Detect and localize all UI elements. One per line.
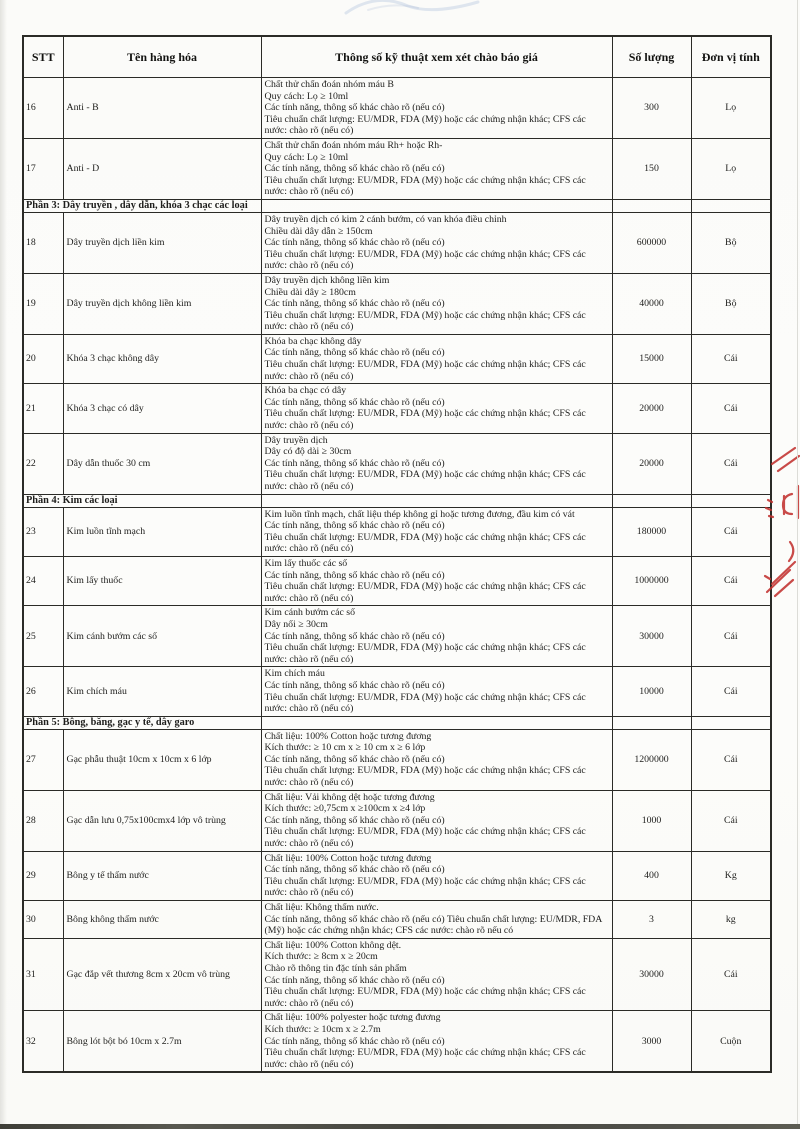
- spec-cell: [261, 78, 612, 139]
- spec-cell: [261, 938, 612, 1011]
- item-row: [23, 1011, 771, 1072]
- item-name-cell: Kim luồn tĩnh mạch: [63, 507, 261, 556]
- stt-cell: 20: [23, 334, 63, 383]
- item-row: [23, 433, 771, 494]
- spec-line: Tiêu chuẩn chất lượng: EU/MDR, FDA (Mỹ) hoặc các chứng nhận khác; CFS các nước: chào rõ (nếu có): [264, 642, 586, 665]
- item-row: [23, 606, 771, 667]
- section-empty-cell: [612, 716, 691, 729]
- spec-line: Tiêu chuẩn chất lượng: EU/MDR, FDA (Mỹ) hoặc các chứng nhận khác; CFS các nước: chào rõ (nếu có): [264, 691, 586, 715]
- spec-cell: [261, 1011, 612, 1072]
- table-header-row: [23, 36, 771, 78]
- unit-cell: Cái: [691, 790, 771, 851]
- item-name-cell: Bông không thấm nước: [63, 901, 261, 939]
- stt-cell: 21: [23, 384, 63, 433]
- item-name-cell: Bông lót bột bó 10cm x 2.7m: [63, 1011, 261, 1072]
- item-name-cell: Kim chích máu: [63, 667, 261, 716]
- spec-line: Chất liệu: 100% Cotton hoặc tương đương: [264, 852, 432, 864]
- spec-line: Tiêu chuẩn chất lượng: EU/MDR, FDA (Mỹ) hoặc các chứng nhận khác; CFS các nước: chào rõ (nếu có): [264, 174, 586, 198]
- item-name-cell: Kim cánh bướm các số: [63, 606, 261, 667]
- quantity-cell: 150: [612, 138, 691, 199]
- spec-line: Chất liệu: 100% Cotton không dệt.: [264, 939, 402, 951]
- item-name-cell: Gạc dẫn lưu 0,75x100cmx4 lớp vô trùng: [63, 790, 261, 851]
- item-row: [23, 851, 771, 900]
- stt-cell: 28: [23, 790, 63, 851]
- item-name-cell: Kim lấy thuốc: [63, 556, 261, 605]
- spec-line: Tiêu chuẩn chất lượng: EU/MDR, FDA (Mỹ) hoặc các chứng nhận khác; CFS các nước: chào rõ (nếu có): [264, 309, 586, 333]
- section-empty-cell: [691, 199, 771, 212]
- stt-cell: 22: [23, 433, 63, 494]
- spec-line: Tiêu chuẩn chất lượng: EU/MDR, FDA (Mỹ) hoặc các chứng nhận khác; CFS các nước: chào rõ (nếu có): [264, 408, 586, 432]
- section-label: Phần 4: Kim các loại: [23, 494, 261, 507]
- unit-cell: Cái: [691, 729, 771, 790]
- spec-line: Chất liệu: 100% polyester hoặc tương đương: [264, 1012, 441, 1024]
- spec-line: Các tính năng, thông số khác chào rõ (nếu có) Tiêu chuẩn chất lượng: EU/MDR, FDA (Mỹ) hoặc các chứng nhận khác; CFS các nước: chào rõ nếu có: [264, 913, 602, 937]
- unit-cell: Cái: [691, 606, 771, 667]
- spec-line: Dây truyền dịch có kim 2 cánh bướm, có van khóa điều chỉnh: [264, 213, 507, 225]
- section-empty-cell: [261, 716, 612, 729]
- quantity-cell: 30000: [612, 938, 691, 1011]
- item-row: [23, 938, 771, 1011]
- spec-line: Chất thử chẩn đoán nhóm máu B: [264, 79, 394, 90]
- spec-line: Dây truyền dịch không liền kim: [264, 274, 390, 286]
- section-row: [23, 494, 771, 507]
- spec-line: Chiều dài dây dẫn ≥ 150cm: [264, 225, 373, 237]
- spec-line: Dây truyền dịch: [264, 434, 328, 446]
- section-empty-cell: [261, 199, 612, 212]
- unit-cell: Bộ: [691, 273, 771, 334]
- spec-line: Kích thước: ≥ 8cm x ≥ 20cm: [264, 951, 378, 963]
- item-row: [23, 138, 771, 199]
- spec-line: Các tính năng, thông số khác chào rõ (nếu có): [264, 520, 445, 532]
- stt-cell: 18: [23, 212, 63, 273]
- spec-line: Tiêu chuẩn chất lượng: EU/MDR, FDA (Mỹ) hoặc các chứng nhận khác; CFS các nước: chào rõ (nếu có): [264, 113, 586, 137]
- col-header-stt: STT: [23, 36, 63, 78]
- quantity-cell: 15000: [612, 334, 691, 383]
- spec-line: Các tính năng, thông số khác chào rõ (nếu có): [264, 457, 445, 469]
- quantity-cell: 300: [612, 78, 691, 139]
- stt-cell: 30: [23, 901, 63, 939]
- item-name-cell: Dây truyền dịch không liền kim: [63, 273, 261, 334]
- spec-line: Các tính năng, thông số khác chào rõ (nếu có): [264, 753, 445, 765]
- spec-line: Chất thử chẩn đoán nhóm máu Rh+ hoặc Rh-: [264, 139, 443, 151]
- unit-cell: Cái: [691, 334, 771, 383]
- quantity-cell: 10000: [612, 667, 691, 716]
- quantity-cell: 30000: [612, 606, 691, 667]
- item-row: [23, 384, 771, 433]
- spec-line: Các tính năng, thông số khác chào rõ (nếu có): [264, 102, 445, 114]
- spec-line: Quy cách: Lọ ≥ 10ml: [264, 151, 349, 163]
- section-label: Phần 5: Bông, băng, gạc y tế, dây garo: [23, 716, 261, 729]
- spec-line: Khóa ba chạc có dây: [264, 385, 347, 397]
- item-row: [23, 273, 771, 334]
- spec-line: Các tính năng, thông số khác chào rõ (nếu có): [264, 974, 445, 986]
- quantity-cell: 20000: [612, 433, 691, 494]
- spec-cell: [261, 212, 612, 273]
- blue-pen-mark: [338, 0, 488, 18]
- spec-line: Kim lấy thuốc các số: [264, 557, 348, 569]
- spec-line: Tiêu chuẩn chất lượng: EU/MDR, FDA (Mỹ) hoặc các chứng nhận khác; CFS các nước: chào rõ (nếu có): [264, 359, 586, 382]
- item-name-cell: Bông y tế thấm nước: [63, 851, 261, 900]
- stt-cell: 23: [23, 507, 63, 556]
- section-label: Phần 3: Dây truyền , dây dẫn, khóa 3 chạc các loại: [23, 199, 261, 212]
- stt-cell: 16: [23, 78, 63, 139]
- quantity-cell: 20000: [612, 384, 691, 433]
- spec-line: Các tính năng, thông số khác chào rõ (nếu có): [264, 347, 445, 359]
- quantity-cell: 1000: [612, 790, 691, 851]
- section-empty-cell: [691, 716, 771, 729]
- unit-cell: Lọ: [691, 78, 771, 139]
- item-name-cell: Anti - B: [63, 78, 261, 139]
- spec-cell: [261, 901, 612, 939]
- section-empty-cell: [261, 494, 612, 507]
- spec-cell: [261, 851, 612, 900]
- section-empty-cell: [691, 494, 771, 507]
- spec-cell: [261, 606, 612, 667]
- spec-cell: [261, 334, 612, 383]
- spec-line: Tiêu chuẩn chất lượng: EU/MDR, FDA (Mỹ) hoặc các chứng nhận khác; CFS các nước: chào rõ (nếu có): [264, 875, 586, 899]
- unit-cell: Kg: [691, 851, 771, 900]
- spec-line: Tiêu chuẩn chất lượng: EU/MDR, FDA (Mỹ) hoặc các chứng nhận khác; CFS các nước: chào rõ (nếu có): [264, 1047, 586, 1070]
- spec-line: Quy cách: Lọ ≥ 10ml: [264, 90, 349, 102]
- item-row: [23, 729, 771, 790]
- spec-line: Kích thước: ≥0,75cm x ≥100cm x ≥4 lớp: [264, 803, 426, 815]
- unit-cell: Lọ: [691, 138, 771, 199]
- stt-cell: 32: [23, 1011, 63, 1072]
- spec-line: Các tính năng, thông số khác chào rõ (nếu có): [264, 1035, 445, 1047]
- unit-cell: Cái: [691, 667, 771, 716]
- spec-line: Tiêu chuẩn chất lượng: EU/MDR, FDA (Mỹ) hoặc các chứng nhận khác; CFS các nước: chào rõ (nếu có): [264, 826, 586, 850]
- item-row: [23, 334, 771, 383]
- spec-line: Khóa ba chạc không dây: [264, 335, 362, 347]
- item-row: [23, 556, 771, 605]
- spec-line: Chất liệu: Vải không dệt hoặc tương đương: [264, 791, 435, 803]
- quantity-cell: 180000: [612, 507, 691, 556]
- unit-cell: kg: [691, 901, 771, 939]
- scan-bottom-edge: [0, 1124, 800, 1129]
- unit-cell: Cái: [691, 507, 771, 556]
- stt-cell: 17: [23, 138, 63, 199]
- section-empty-cell: [612, 494, 691, 507]
- unit-cell: Cái: [691, 556, 771, 605]
- stt-cell: 19: [23, 273, 63, 334]
- unit-cell: Cái: [691, 384, 771, 433]
- col-header-thong-so-ky-thuat: Thông số kỹ thuật xem xét chào báo giá: [261, 36, 612, 78]
- unit-cell: Bộ: [691, 212, 771, 273]
- quantity-cell: 400: [612, 851, 691, 900]
- spec-line: Các tính năng, thông số khác chào rõ (nếu có): [264, 569, 445, 581]
- item-row: [23, 901, 771, 939]
- spec-line: Các tính năng, thông số khác chào rõ (nếu có): [264, 396, 445, 408]
- red-handwriting-annotation: [762, 438, 800, 610]
- spec-line: Dây có độ dài ≥ 30cm: [264, 446, 352, 458]
- spec-line: Các tính năng, thông số khác chào rõ (nếu có): [264, 163, 445, 175]
- spec-line: Tiêu chuẩn chất lượng: EU/MDR, FDA (Mỹ) hoặc các chứng nhận khác; CFS các nước: chào rõ (nếu có): [264, 581, 586, 604]
- stt-cell: 31: [23, 938, 63, 1011]
- item-row: [23, 212, 771, 273]
- stt-cell: 26: [23, 667, 63, 716]
- col-header-so-luong: Số lượng: [612, 36, 691, 78]
- spec-line: Các tính năng, thông số khác chào rõ (nếu có): [264, 298, 445, 310]
- section-empty-cell: [612, 199, 691, 212]
- spec-line: Dây nối ≥ 30cm: [264, 618, 328, 630]
- item-row: [23, 667, 771, 716]
- item-name-cell: Gạc đắp vết thương 8cm x 20cm vô trùng: [63, 938, 261, 1011]
- spec-line: Tiêu chuẩn chất lượng: EU/MDR, FDA (Mỹ) hoặc các chứng nhận khác; CFS các nước: chào rõ (nếu có): [264, 248, 586, 272]
- spec-line: Kim chích máu: [264, 668, 325, 680]
- spec-cell: [261, 729, 612, 790]
- stt-cell: 24: [23, 556, 63, 605]
- unit-cell: Cuộn: [691, 1011, 771, 1072]
- item-row: [23, 78, 771, 139]
- spec-line: Tiêu chuẩn chất lượng: EU/MDR, FDA (Mỹ) hoặc các chứng nhận khác; CFS các nước: chào rõ (nếu có): [264, 469, 586, 492]
- item-name-cell: Khóa 3 chạc có dây: [63, 384, 261, 433]
- unit-cell: Cái: [691, 433, 771, 494]
- spec-cell: [261, 433, 612, 494]
- spec-line: Tiêu chuẩn chất lượng: EU/MDR, FDA (Mỹ) hoặc các chứng nhận khác; CFS các nước: chào rõ (nếu có): [264, 531, 586, 555]
- item-row: [23, 790, 771, 851]
- stt-cell: 25: [23, 606, 63, 667]
- quantity-cell: 3000: [612, 1011, 691, 1072]
- spec-line: Kim cánh bướm các số: [264, 607, 355, 619]
- quantity-cell: 1000000: [612, 556, 691, 605]
- item-name-cell: Dây truyền dịch liền kim: [63, 212, 261, 273]
- scan-right-edge-line: [797, 0, 798, 1129]
- item-row: [23, 507, 771, 556]
- col-header-ten-hang-hoa: Tên hàng hóa: [63, 36, 261, 78]
- spec-line: Kích thước: ≥ 10cm x ≥ 2.7m: [264, 1023, 381, 1035]
- stt-cell: 27: [23, 729, 63, 790]
- spec-line: Các tính năng, thông số khác chào rõ (nếu có): [264, 814, 445, 826]
- price-quote-items-table: [22, 35, 772, 1073]
- spec-cell: [261, 138, 612, 199]
- spec-line: Tiêu chuẩn chất lượng: EU/MDR, FDA (Mỹ) hoặc các chứng nhận khác; CFS các nước: chào rõ (nếu có): [264, 765, 586, 789]
- spec-line: Chào rõ thông tin đặc tính sản phẩm: [264, 962, 407, 974]
- stt-cell: 29: [23, 851, 63, 900]
- spec-line: Kim luồn tĩnh mạch, chất liệu thép không gỉ hoặc tương đương, đầu kim có vát: [264, 508, 575, 520]
- spec-line: Các tính năng, thông số khác chào rõ (nếu có): [264, 864, 445, 876]
- item-name-cell: Khóa 3 chạc không dây: [63, 334, 261, 383]
- spec-line: Kích thước: ≥ 10 cm x ≥ 10 cm x ≥ 6 lớp: [264, 742, 426, 754]
- scan-left-edge-shadow: [0, 0, 7, 1129]
- spec-cell: [261, 273, 612, 334]
- item-name-cell: Dây dẫn thuốc 30 cm: [63, 433, 261, 494]
- spec-line: Chiều dài dây ≥ 180cm: [264, 286, 356, 298]
- unit-cell: Cái: [691, 938, 771, 1011]
- quantity-cell: 1200000: [612, 729, 691, 790]
- item-name-cell: Anti - D: [63, 138, 261, 199]
- spec-line: Các tính năng, thông số khác chào rõ (nếu có): [264, 237, 445, 249]
- spec-cell: [261, 790, 612, 851]
- spec-line: Các tính năng, thông số khác chào rõ (nếu có): [264, 679, 445, 691]
- quantity-cell: 3: [612, 901, 691, 939]
- section-row: [23, 199, 771, 212]
- quantity-cell: 40000: [612, 273, 691, 334]
- spec-line: Tiêu chuẩn chất lượng: EU/MDR, FDA (Mỹ) hoặc các chứng nhận khác; CFS các nước: chào rõ (nếu có): [264, 986, 586, 1009]
- quantity-cell: 600000: [612, 212, 691, 273]
- spec-line: Các tính năng, thông số khác chào rõ (nếu có): [264, 630, 445, 642]
- spec-cell: [261, 667, 612, 716]
- col-header-don-vi-tinh: Đơn vị tính: [691, 36, 771, 78]
- spec-cell: [261, 556, 612, 605]
- section-row: [23, 716, 771, 729]
- item-name-cell: Gạc phẫu thuật 10cm x 10cm x 6 lớp: [63, 729, 261, 790]
- spec-cell: [261, 507, 612, 556]
- spec-line: Chất liệu: 100% Cotton hoặc tương đương: [264, 730, 432, 742]
- spec-cell: [261, 384, 612, 433]
- spec-line: Chất liệu: Không thấm nước.: [264, 902, 379, 913]
